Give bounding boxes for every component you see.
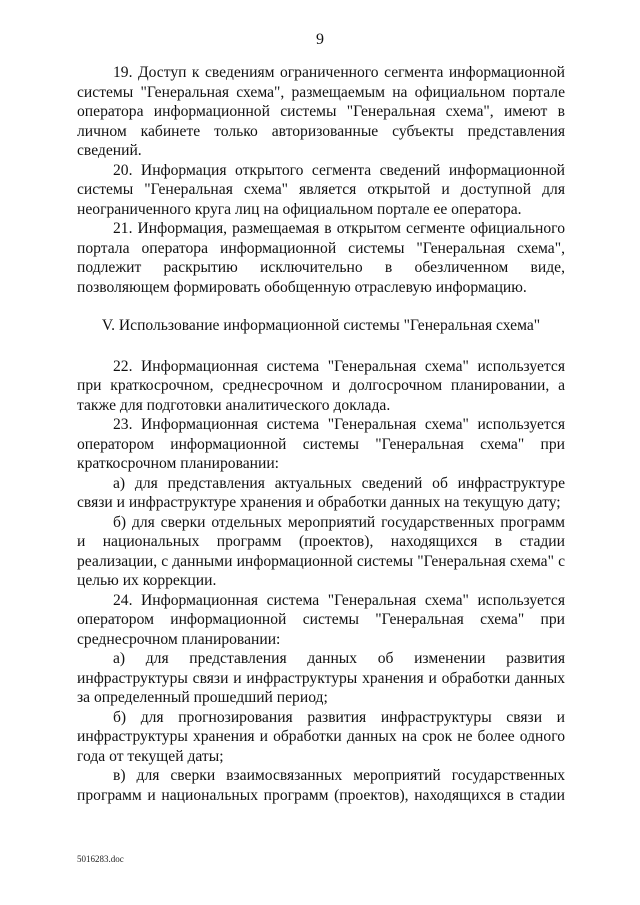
paragraph-24-item-a: а) для представления данных об изменении развития инфраструктуры связи и инфраструктуры хранения и обработки данных за определенный прошедший период; [77,650,565,706]
paragraph-24-item-c: в) для сверки взаимосвязанных мероприятий государственных программ и национальных программ (проектов), находящихся в стадии [77,767,565,804]
paragraph-24-item-b: б) для прогнозирования развития инфраструктуры связи и инфраструктуры хранения и обработки данных на срок не более одного года от текущей даты; [77,708,565,765]
paragraph-20: 20. Информация открытого сегмента сведений информационной системы "Генеральная схема" является открытой и доступной для неограниченного круга лиц на официальном портале ее оператора. [77,161,565,218]
paragraph-22: 22. Информационная система "Генеральная схема" используется при краткосрочном, среднесрочном и долгосрочном планировании, а также для подготовки аналитического доклада. [77,357,565,414]
paragraph-23-item-b: б) для сверки отдельных мероприятий государственных программ и национальных программ (проектов), находящихся в стадии реализации, с данными информационной системы "Генеральная схема" с целью их коррекции. [77,513,565,589]
page-number: 9 [316,31,324,48]
section-heading: V. Использование информационной системы "Генеральная схема" [101,317,541,334]
document-body [77,63,565,805]
paragraph-23-item-a: а) для представления актуальных сведений об инфраструктуре связи и инфраструктуре хранения и обработки данных на текущую дату; [77,474,565,511]
paragraph-23: 23. Информационная система "Генеральная схема" используется оператором информационной системы "Генеральная схема" при краткосрочном планировании: [77,416,565,472]
footer-document-code: 5016283.doc [77,854,124,864]
paragraph-19: 19. Доступ к сведениям ограниченного сегмента информационной системы "Генеральная схема", размещаемым на официальном портале оператора информационной системы "Генеральная схема", имеют в личном кабинете только авторизованные субъекты представления сведений. [77,64,565,159]
paragraph-24: 24. Информационная система "Генеральная схема" используется оператором информационной системы "Генеральная схема" при среднесрочном планировании: [77,591,565,648]
paragraph-21: 21. Информация, размещаемая в открытом сегменте официального портала оператора информационной системы "Генеральная схема", подлежит раскрытию исключительно в обезличенном виде, позволяющем формировать обобщенную отраслевую информацию. [77,220,565,296]
